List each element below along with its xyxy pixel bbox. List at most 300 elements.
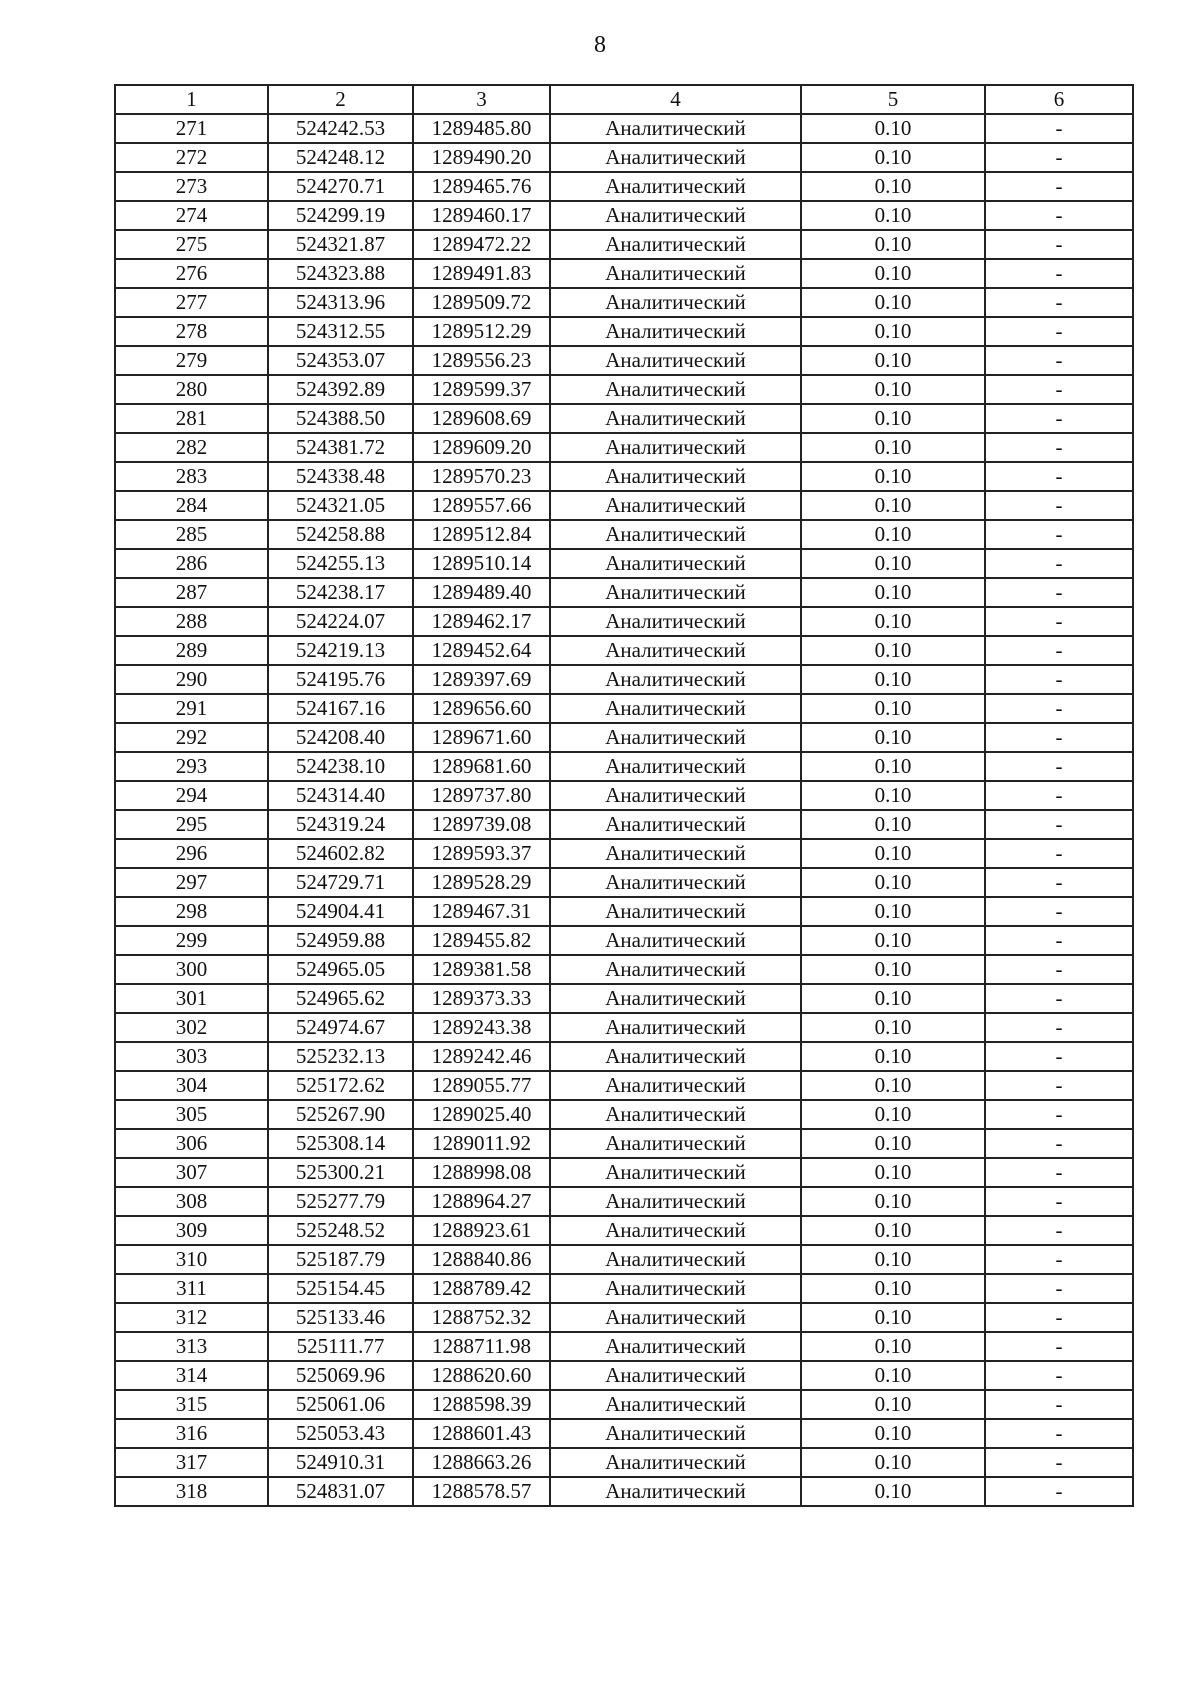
y-coordinate-cell: 1289509.72	[413, 288, 550, 317]
accuracy-cell: 0.10	[801, 288, 985, 317]
point-number-cell: 277	[115, 288, 268, 317]
table-row	[115, 201, 1133, 230]
note-cell: -	[985, 752, 1133, 781]
accuracy-cell: 0.10	[801, 839, 985, 868]
method-cell: Аналитический	[550, 114, 801, 143]
accuracy-cell: 0.10	[801, 1071, 985, 1100]
accuracy-cell: 0.10	[801, 781, 985, 810]
method-cell: Аналитический	[550, 781, 801, 810]
note-cell: -	[985, 114, 1133, 143]
x-coordinate-cell: 524238.17	[268, 578, 413, 607]
method-cell: Аналитический	[550, 955, 801, 984]
method-cell: Аналитический	[550, 636, 801, 665]
y-coordinate-cell: 1289739.08	[413, 810, 550, 839]
y-coordinate-cell: 1288663.26	[413, 1448, 550, 1477]
point-number-cell: 279	[115, 346, 268, 375]
accuracy-cell: 0.10	[801, 1100, 985, 1129]
note-cell: -	[985, 375, 1133, 404]
table-row	[115, 1013, 1133, 1042]
point-number-cell: 303	[115, 1042, 268, 1071]
table-row	[115, 926, 1133, 955]
method-cell: Аналитический	[550, 1448, 801, 1477]
point-number-cell: 313	[115, 1332, 268, 1361]
method-cell: Аналитический	[550, 1303, 801, 1332]
y-coordinate-cell: 1289243.38	[413, 1013, 550, 1042]
note-cell: -	[985, 143, 1133, 172]
accuracy-cell: 0.10	[801, 578, 985, 607]
accuracy-cell: 0.10	[801, 491, 985, 520]
note-cell: -	[985, 955, 1133, 984]
table-row	[115, 578, 1133, 607]
x-coordinate-cell: 524319.24	[268, 810, 413, 839]
y-coordinate-cell: 1289381.58	[413, 955, 550, 984]
y-coordinate-cell: 1289557.66	[413, 491, 550, 520]
point-number-cell: 301	[115, 984, 268, 1013]
method-cell: Аналитический	[550, 346, 801, 375]
accuracy-cell: 0.10	[801, 259, 985, 288]
x-coordinate-cell: 525308.14	[268, 1129, 413, 1158]
accuracy-cell: 0.10	[801, 1158, 985, 1187]
note-cell: -	[985, 1390, 1133, 1419]
x-coordinate-cell: 524224.07	[268, 607, 413, 636]
note-cell: -	[985, 1303, 1133, 1332]
x-coordinate-cell: 524314.40	[268, 781, 413, 810]
note-cell: -	[985, 433, 1133, 462]
table-row	[115, 1361, 1133, 1390]
table-row	[115, 694, 1133, 723]
table-row	[115, 723, 1133, 752]
table-row	[115, 230, 1133, 259]
note-cell: -	[985, 317, 1133, 346]
method-cell: Аналитический	[550, 578, 801, 607]
y-coordinate-cell: 1289373.33	[413, 984, 550, 1013]
table-row	[115, 781, 1133, 810]
table-row	[115, 114, 1133, 143]
y-coordinate-cell: 1289455.82	[413, 926, 550, 955]
note-cell: -	[985, 723, 1133, 752]
table-body	[115, 114, 1133, 1506]
method-cell: Аналитический	[550, 549, 801, 578]
x-coordinate-cell: 525248.52	[268, 1216, 413, 1245]
method-cell: Аналитический	[550, 520, 801, 549]
point-number-cell: 290	[115, 665, 268, 694]
x-coordinate-cell: 524323.88	[268, 259, 413, 288]
method-cell: Аналитический	[550, 694, 801, 723]
table-header	[115, 85, 1133, 114]
point-number-cell: 271	[115, 114, 268, 143]
page-number: 8	[594, 32, 606, 58]
x-coordinate-cell: 524910.31	[268, 1448, 413, 1477]
header-col-4: 4	[550, 85, 801, 114]
y-coordinate-cell: 1288752.32	[413, 1303, 550, 1332]
y-coordinate-cell: 1289489.40	[413, 578, 550, 607]
point-number-cell: 318	[115, 1477, 268, 1506]
method-cell: Аналитический	[550, 1390, 801, 1419]
header-col-6: 6	[985, 85, 1133, 114]
accuracy-cell: 0.10	[801, 607, 985, 636]
note-cell: -	[985, 1419, 1133, 1448]
point-number-cell: 309	[115, 1216, 268, 1245]
y-coordinate-cell: 1289491.83	[413, 259, 550, 288]
method-cell: Аналитический	[550, 984, 801, 1013]
note-cell: -	[985, 346, 1133, 375]
table-row	[115, 404, 1133, 433]
accuracy-cell: 0.10	[801, 636, 985, 665]
note-cell: -	[985, 810, 1133, 839]
x-coordinate-cell: 524312.55	[268, 317, 413, 346]
point-number-cell: 275	[115, 230, 268, 259]
y-coordinate-cell: 1288578.57	[413, 1477, 550, 1506]
method-cell: Аналитический	[550, 288, 801, 317]
x-coordinate-cell: 524338.48	[268, 462, 413, 491]
table-row	[115, 172, 1133, 201]
accuracy-cell: 0.10	[801, 694, 985, 723]
x-coordinate-cell: 525277.79	[268, 1187, 413, 1216]
x-coordinate-cell: 524238.10	[268, 752, 413, 781]
x-coordinate-cell: 524248.12	[268, 143, 413, 172]
method-cell: Аналитический	[550, 172, 801, 201]
table-row	[115, 346, 1133, 375]
accuracy-cell: 0.10	[801, 1332, 985, 1361]
note-cell: -	[985, 288, 1133, 317]
accuracy-cell: 0.10	[801, 520, 985, 549]
method-cell: Аналитический	[550, 752, 801, 781]
method-cell: Аналитический	[550, 491, 801, 520]
note-cell: -	[985, 636, 1133, 665]
table-row	[115, 665, 1133, 694]
table-row	[115, 1042, 1133, 1071]
table-row	[115, 752, 1133, 781]
y-coordinate-cell: 1289465.76	[413, 172, 550, 201]
y-coordinate-cell: 1289593.37	[413, 839, 550, 868]
note-cell: -	[985, 230, 1133, 259]
accuracy-cell: 0.10	[801, 1129, 985, 1158]
point-number-cell: 284	[115, 491, 268, 520]
note-cell: -	[985, 404, 1133, 433]
accuracy-cell: 0.10	[801, 1390, 985, 1419]
y-coordinate-cell: 1289472.22	[413, 230, 550, 259]
accuracy-cell: 0.10	[801, 1419, 985, 1448]
x-coordinate-cell: 525069.96	[268, 1361, 413, 1390]
accuracy-cell: 0.10	[801, 1187, 985, 1216]
table-row	[115, 1187, 1133, 1216]
point-number-cell: 304	[115, 1071, 268, 1100]
table-row	[115, 1245, 1133, 1274]
y-coordinate-cell: 1289528.29	[413, 868, 550, 897]
point-number-cell: 282	[115, 433, 268, 462]
y-coordinate-cell: 1288711.98	[413, 1332, 550, 1361]
point-number-cell: 280	[115, 375, 268, 404]
table-row	[115, 1274, 1133, 1303]
y-coordinate-cell: 1289397.69	[413, 665, 550, 694]
x-coordinate-cell: 524208.40	[268, 723, 413, 752]
accuracy-cell: 0.10	[801, 317, 985, 346]
method-cell: Аналитический	[550, 1245, 801, 1274]
x-coordinate-cell: 524321.87	[268, 230, 413, 259]
y-coordinate-cell: 1289609.20	[413, 433, 550, 462]
method-cell: Аналитический	[550, 1274, 801, 1303]
point-number-cell: 308	[115, 1187, 268, 1216]
y-coordinate-cell: 1289681.60	[413, 752, 550, 781]
point-number-cell: 296	[115, 839, 268, 868]
accuracy-cell: 0.10	[801, 1245, 985, 1274]
point-number-cell: 288	[115, 607, 268, 636]
y-coordinate-cell: 1289490.20	[413, 143, 550, 172]
point-number-cell: 281	[115, 404, 268, 433]
accuracy-cell: 0.10	[801, 172, 985, 201]
x-coordinate-cell: 524258.88	[268, 520, 413, 549]
x-coordinate-cell: 525053.43	[268, 1419, 413, 1448]
x-coordinate-cell: 525187.79	[268, 1245, 413, 1274]
table-row	[115, 1332, 1133, 1361]
x-coordinate-cell: 524959.88	[268, 926, 413, 955]
x-coordinate-cell: 524388.50	[268, 404, 413, 433]
accuracy-cell: 0.10	[801, 143, 985, 172]
y-coordinate-cell: 1289011.92	[413, 1129, 550, 1158]
point-number-cell: 287	[115, 578, 268, 607]
table-row	[115, 1158, 1133, 1187]
method-cell: Аналитический	[550, 1332, 801, 1361]
note-cell: -	[985, 694, 1133, 723]
note-cell: -	[985, 839, 1133, 868]
y-coordinate-cell: 1289485.80	[413, 114, 550, 143]
note-cell: -	[985, 172, 1133, 201]
header-row	[115, 85, 1133, 114]
x-coordinate-cell: 524195.76	[268, 665, 413, 694]
y-coordinate-cell: 1289462.17	[413, 607, 550, 636]
coordinates-table	[114, 84, 1134, 1507]
note-cell: -	[985, 984, 1133, 1013]
note-cell: -	[985, 1448, 1133, 1477]
x-coordinate-cell: 524602.82	[268, 839, 413, 868]
method-cell: Аналитический	[550, 143, 801, 172]
x-coordinate-cell: 524321.05	[268, 491, 413, 520]
point-number-cell: 315	[115, 1390, 268, 1419]
accuracy-cell: 0.10	[801, 810, 985, 839]
y-coordinate-cell: 1289512.84	[413, 520, 550, 549]
y-coordinate-cell: 1289737.80	[413, 781, 550, 810]
accuracy-cell: 0.10	[801, 1042, 985, 1071]
y-coordinate-cell: 1288964.27	[413, 1187, 550, 1216]
accuracy-cell: 0.10	[801, 404, 985, 433]
y-coordinate-cell: 1289608.69	[413, 404, 550, 433]
x-coordinate-cell: 524270.71	[268, 172, 413, 201]
note-cell: -	[985, 665, 1133, 694]
point-number-cell: 289	[115, 636, 268, 665]
point-number-cell: 285	[115, 520, 268, 549]
method-cell: Аналитический	[550, 839, 801, 868]
y-coordinate-cell: 1288598.39	[413, 1390, 550, 1419]
y-coordinate-cell: 1289570.23	[413, 462, 550, 491]
accuracy-cell: 0.10	[801, 346, 985, 375]
point-number-cell: 295	[115, 810, 268, 839]
point-number-cell: 305	[115, 1100, 268, 1129]
method-cell: Аналитический	[550, 462, 801, 491]
point-number-cell: 310	[115, 1245, 268, 1274]
accuracy-cell: 0.10	[801, 1274, 985, 1303]
method-cell: Аналитический	[550, 723, 801, 752]
x-coordinate-cell: 525133.46	[268, 1303, 413, 1332]
table-row	[115, 868, 1133, 897]
table-row	[115, 1419, 1133, 1448]
table-row	[115, 491, 1133, 520]
x-coordinate-cell: 524381.72	[268, 433, 413, 462]
note-cell: -	[985, 259, 1133, 288]
x-coordinate-cell: 525300.21	[268, 1158, 413, 1187]
method-cell: Аналитический	[550, 1419, 801, 1448]
y-coordinate-cell: 1289556.23	[413, 346, 550, 375]
x-coordinate-cell: 525154.45	[268, 1274, 413, 1303]
y-coordinate-cell: 1289512.29	[413, 317, 550, 346]
point-number-cell: 293	[115, 752, 268, 781]
note-cell: -	[985, 1477, 1133, 1506]
table-row	[115, 1477, 1133, 1506]
note-cell: -	[985, 1187, 1133, 1216]
table-row	[115, 1216, 1133, 1245]
x-coordinate-cell: 524831.07	[268, 1477, 413, 1506]
method-cell: Аналитический	[550, 1100, 801, 1129]
y-coordinate-cell: 1288998.08	[413, 1158, 550, 1187]
table-row	[115, 1303, 1133, 1332]
note-cell: -	[985, 1274, 1133, 1303]
accuracy-cell: 0.10	[801, 665, 985, 694]
table-row	[115, 462, 1133, 491]
note-cell: -	[985, 897, 1133, 926]
table-row	[115, 433, 1133, 462]
y-coordinate-cell: 1289467.31	[413, 897, 550, 926]
method-cell: Аналитический	[550, 926, 801, 955]
point-number-cell: 312	[115, 1303, 268, 1332]
method-cell: Аналитический	[550, 1129, 801, 1158]
x-coordinate-cell: 524353.07	[268, 346, 413, 375]
y-coordinate-cell: 1289510.14	[413, 549, 550, 578]
note-cell: -	[985, 491, 1133, 520]
method-cell: Аналитический	[550, 897, 801, 926]
point-number-cell: 274	[115, 201, 268, 230]
y-coordinate-cell: 1288620.60	[413, 1361, 550, 1390]
table-row	[115, 317, 1133, 346]
x-coordinate-cell: 524392.89	[268, 375, 413, 404]
x-coordinate-cell: 524729.71	[268, 868, 413, 897]
accuracy-cell: 0.10	[801, 462, 985, 491]
method-cell: Аналитический	[550, 433, 801, 462]
note-cell: -	[985, 1158, 1133, 1187]
point-number-cell: 291	[115, 694, 268, 723]
header-col-2: 2	[268, 85, 413, 114]
accuracy-cell: 0.10	[801, 723, 985, 752]
point-number-cell: 286	[115, 549, 268, 578]
accuracy-cell: 0.10	[801, 433, 985, 462]
method-cell: Аналитический	[550, 1013, 801, 1042]
accuracy-cell: 0.10	[801, 955, 985, 984]
method-cell: Аналитический	[550, 1158, 801, 1187]
note-cell: -	[985, 462, 1133, 491]
method-cell: Аналитический	[550, 1361, 801, 1390]
accuracy-cell: 0.10	[801, 926, 985, 955]
note-cell: -	[985, 1129, 1133, 1158]
note-cell: -	[985, 1042, 1133, 1071]
accuracy-cell: 0.10	[801, 375, 985, 404]
point-number-cell: 273	[115, 172, 268, 201]
method-cell: Аналитический	[550, 230, 801, 259]
note-cell: -	[985, 201, 1133, 230]
y-coordinate-cell: 1289460.17	[413, 201, 550, 230]
table-row	[115, 955, 1133, 984]
table-row	[115, 1129, 1133, 1158]
accuracy-cell: 0.10	[801, 752, 985, 781]
point-number-cell: 294	[115, 781, 268, 810]
method-cell: Аналитический	[550, 1042, 801, 1071]
x-coordinate-cell: 524255.13	[268, 549, 413, 578]
method-cell: Аналитический	[550, 375, 801, 404]
method-cell: Аналитический	[550, 1216, 801, 1245]
x-coordinate-cell: 525172.62	[268, 1071, 413, 1100]
method-cell: Аналитический	[550, 810, 801, 839]
point-number-cell: 283	[115, 462, 268, 491]
point-number-cell: 314	[115, 1361, 268, 1390]
accuracy-cell: 0.10	[801, 897, 985, 926]
point-number-cell: 311	[115, 1274, 268, 1303]
table-row	[115, 549, 1133, 578]
y-coordinate-cell: 1288840.86	[413, 1245, 550, 1274]
note-cell: -	[985, 1332, 1133, 1361]
method-cell: Аналитический	[550, 404, 801, 433]
point-number-cell: 302	[115, 1013, 268, 1042]
point-number-cell: 306	[115, 1129, 268, 1158]
point-number-cell: 299	[115, 926, 268, 955]
point-number-cell: 292	[115, 723, 268, 752]
method-cell: Аналитический	[550, 259, 801, 288]
method-cell: Аналитический	[550, 1477, 801, 1506]
table-row	[115, 288, 1133, 317]
x-coordinate-cell: 524974.67	[268, 1013, 413, 1042]
note-cell: -	[985, 1361, 1133, 1390]
y-coordinate-cell: 1288789.42	[413, 1274, 550, 1303]
y-coordinate-cell: 1289025.40	[413, 1100, 550, 1129]
x-coordinate-cell: 524904.41	[268, 897, 413, 926]
y-coordinate-cell: 1289599.37	[413, 375, 550, 404]
y-coordinate-cell: 1289452.64	[413, 636, 550, 665]
note-cell: -	[985, 520, 1133, 549]
method-cell: Аналитический	[550, 201, 801, 230]
accuracy-cell: 0.10	[801, 230, 985, 259]
y-coordinate-cell: 1288601.43	[413, 1419, 550, 1448]
x-coordinate-cell: 524167.16	[268, 694, 413, 723]
point-number-cell: 276	[115, 259, 268, 288]
point-number-cell: 300	[115, 955, 268, 984]
point-number-cell: 307	[115, 1158, 268, 1187]
note-cell: -	[985, 1071, 1133, 1100]
note-cell: -	[985, 926, 1133, 955]
note-cell: -	[985, 868, 1133, 897]
method-cell: Аналитический	[550, 665, 801, 694]
x-coordinate-cell: 525061.06	[268, 1390, 413, 1419]
x-coordinate-cell: 525232.13	[268, 1042, 413, 1071]
table-row	[115, 810, 1133, 839]
accuracy-cell: 0.10	[801, 1303, 985, 1332]
x-coordinate-cell: 524242.53	[268, 114, 413, 143]
accuracy-cell: 0.10	[801, 114, 985, 143]
x-coordinate-cell: 524965.62	[268, 984, 413, 1013]
accuracy-cell: 0.10	[801, 201, 985, 230]
method-cell: Аналитический	[550, 317, 801, 346]
table-row	[115, 1390, 1133, 1419]
y-coordinate-cell: 1289671.60	[413, 723, 550, 752]
method-cell: Аналитический	[550, 1187, 801, 1216]
point-number-cell: 317	[115, 1448, 268, 1477]
x-coordinate-cell: 524299.19	[268, 201, 413, 230]
accuracy-cell: 0.10	[801, 868, 985, 897]
